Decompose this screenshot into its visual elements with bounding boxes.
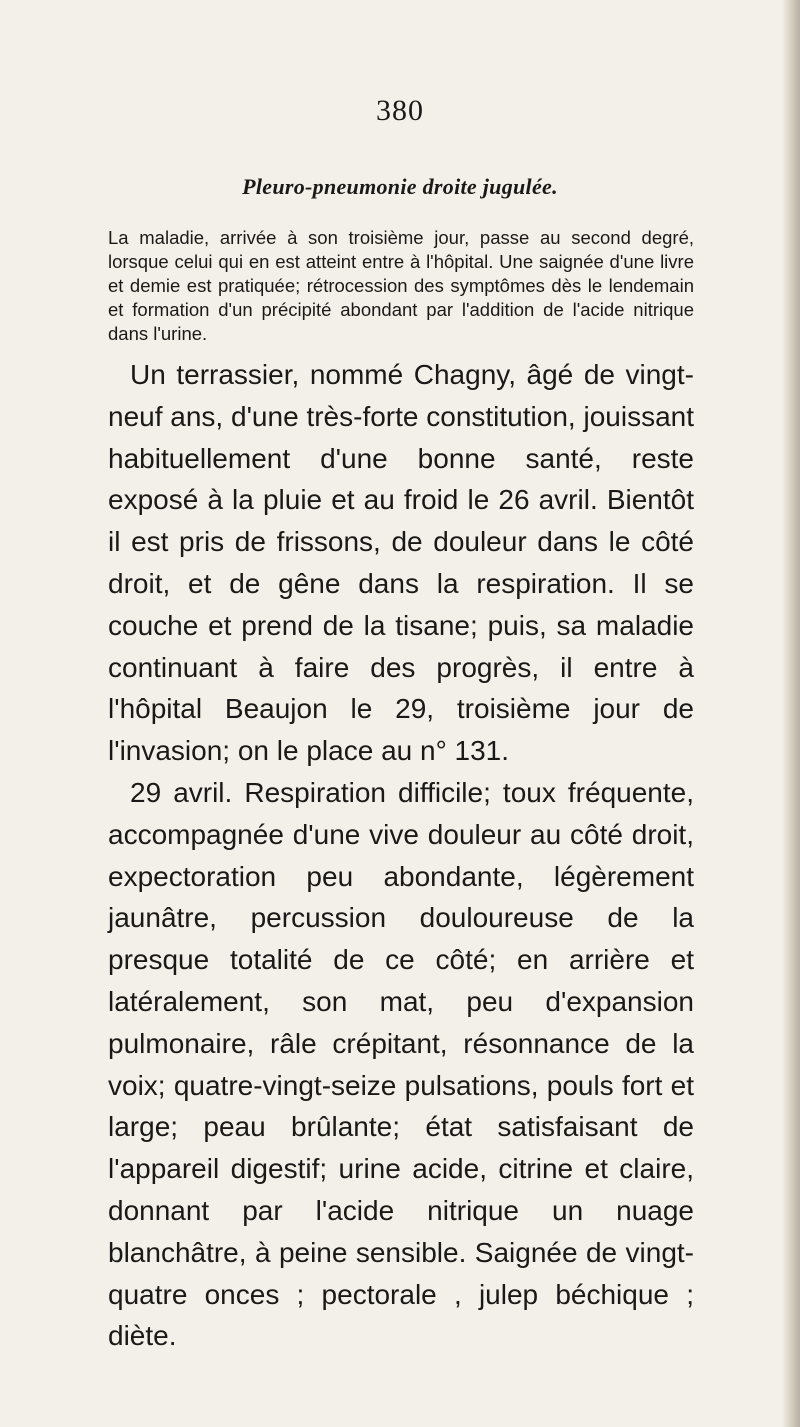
page-number: 380: [376, 94, 424, 127]
body-paragraph: 29 avril. Respiration difficile; toux fréquente, accompagnée d'une vive douleur au côté droit, expectoration peu abondante, légèrement jaunâtre, percussion douloureuse de la presque totalité de ce côté; en arrière et latéralement, son mat, peu d'expansion pulmonaire, râle crépitant, résonnance de la voix; quatre-vingt-seize pulsations, pouls fort et large; peau brûlante; état satisfaisant de l'appareil digestif; urine acide, citrine et claire, donnant par l'acide nitrique un nuage blanchâtre, à peine sensible. Saignée de vingt-quatre onces ; pectorale , julep béchique ; diète.: [108, 776, 694, 1352]
body-paragraph: Un terrassier, nommé Chagny, âgé de vingt-neuf ans, d'une très-forte constitution, jouissant habituellement d'une bonne santé, reste exposé à la pluie et au froid le 26 avril. Bientôt il est pris de frissons, de douleur dans le côté droit, et de gêne dans la respiration. Il se couche et prend de la tisane; puis, sa maladie continuant à faire des progrès, il entre à l'hôpital Beaujon le 29, troisième jour de l'invasion; on le place au n° 131.: [108, 359, 694, 767]
section-title: Pleuro-pneumonie droite jugulée.: [242, 174, 558, 199]
page-edge-shadow: [782, 0, 800, 1427]
case-body: [108, 354, 694, 1357]
case-summary: La maladie, arrivée à son troisième jour, passe au second degré, lorsque celui qui en est atteint entre à l'hôpital. Une saignée d'une livre et demie est pratiquée; rétrocession des symptômes dès le lendemain et formation d'un précipité abondant par l'addition de l'acide nitrique dans l'urine.: [108, 227, 694, 344]
